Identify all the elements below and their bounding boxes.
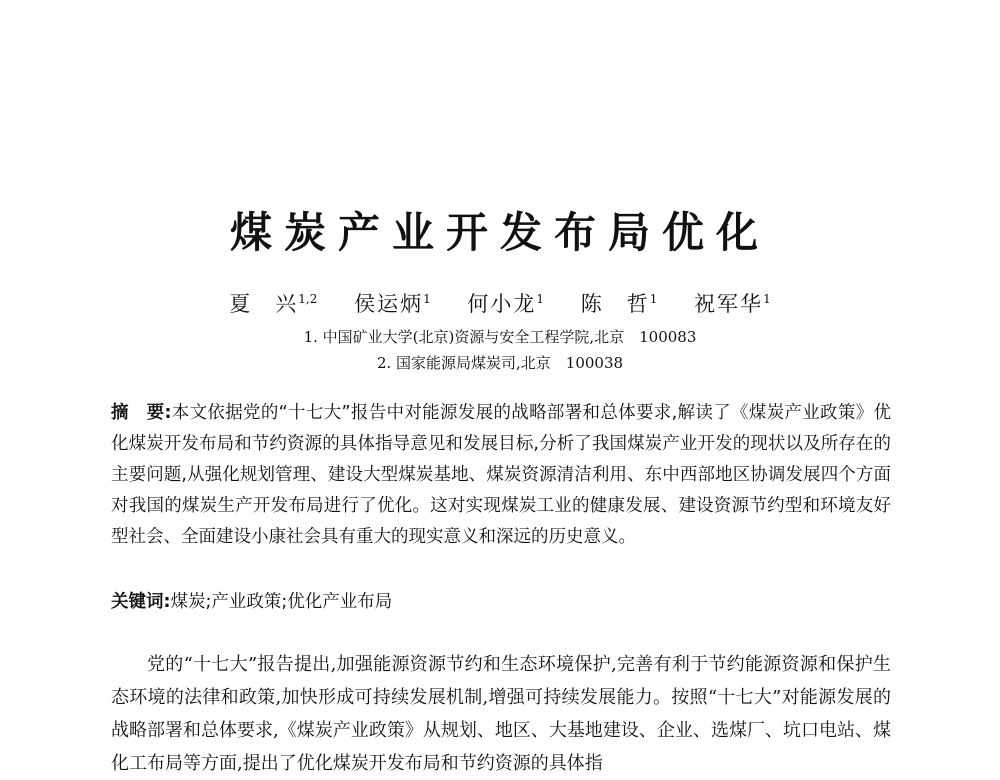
author xyxy=(694,288,771,318)
author xyxy=(581,288,658,318)
keywords xyxy=(111,588,891,613)
body-paragraph: 党的“十七大”报告提出,加强能源资源节约和生态环境保护,完善有利于节约能源资源和保护生态环境的法律和政策,加快形成可持续发展机制,增强可持续发展能力。按照“十七大”对能源发展的战略部署和总体要求,《煤炭产业政策》从规划、地区、大基地建设、企业、选煤厂、坑口电站、煤化工布局等方面,提出了优化煤炭开发布局和节约资源的具体指 xyxy=(111,654,891,774)
author-affiliation-mark: 1 xyxy=(763,292,771,306)
abstract-text: 本文依据党的“十七大”报告中对能源发展的战略部署和总体要求,解读了《煤炭产业政策》优化煤炭开发布局和节约资源的具体指导意见和发展目标,分析了我国煤炭产业开发的现状以及所存在的主要问题,从强化规划管理、建设大型煤炭基地、煤炭资源清洁利用、东中西部地区协调发展四个方面对我国的煤炭生产开发布局进行了优化。这对实现煤炭工业的健康发展、建设资源节约型和环境友好型社会、全面建设小康社会具有重大的现实意义和深远的历史意义。 xyxy=(111,403,891,547)
author-name: 夏 兴 xyxy=(229,292,299,316)
keywords-label: 关键词: xyxy=(111,592,171,612)
author-affiliation-mark: 1 xyxy=(423,292,431,306)
author-name: 祝军华 xyxy=(694,292,764,316)
author-name: 何小龙 xyxy=(467,292,537,316)
affiliation-1: 1. 中国矿业大学(北京)资源与安全工程学院,北京 100083 xyxy=(303,328,697,346)
author xyxy=(354,288,431,318)
author-list xyxy=(0,288,1000,318)
author-name: 陈 哲 xyxy=(580,292,650,316)
author-affiliation-mark: 1,2 xyxy=(298,292,318,306)
author-affiliation-mark: 1 xyxy=(649,292,658,306)
abstract xyxy=(111,398,891,553)
author-name: 侯运炳 xyxy=(354,292,424,316)
author xyxy=(229,288,317,318)
abstract-label: 摘 要: xyxy=(111,403,172,423)
affiliation-2: 2. 国家能源局煤炭司,北京 100038 xyxy=(376,354,624,372)
author xyxy=(467,288,544,318)
keywords-text: 煤炭;产业政策;优化产业布局 xyxy=(170,592,393,612)
paper-title: 煤炭产业开发布局优化 xyxy=(229,208,770,257)
author-affiliation-mark: 1 xyxy=(536,292,545,306)
